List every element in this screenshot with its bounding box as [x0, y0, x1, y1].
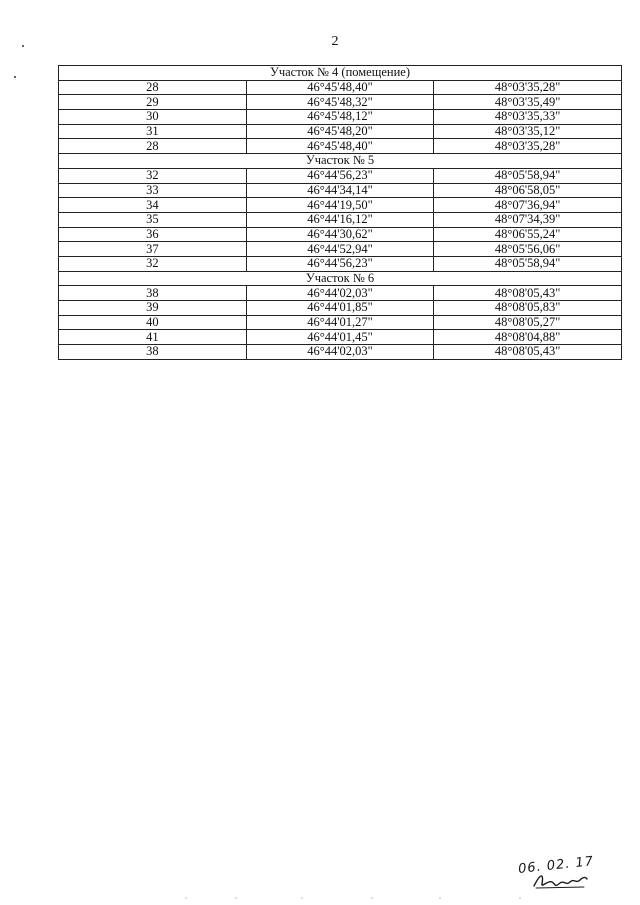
- point-number: 28: [59, 80, 247, 95]
- latitude-cell: 46°45'48,40": [246, 80, 434, 95]
- longitude-cell: 48°05'56,06": [434, 242, 622, 257]
- longitude-cell: 48°08'04,88": [434, 330, 622, 345]
- point-number: 30: [59, 110, 247, 125]
- longitude-cell: 48°03'35,28": [434, 139, 622, 154]
- table-row: [59, 124, 622, 139]
- point-number: 35: [59, 212, 247, 227]
- latitude-cell: 46°44'56,23": [246, 256, 434, 271]
- point-number: 40: [59, 315, 247, 330]
- longitude-cell: 48°05'58,94": [434, 256, 622, 271]
- table-row: [59, 110, 622, 125]
- table-row: [59, 212, 622, 227]
- latitude-cell: 46°44'01,27": [246, 315, 434, 330]
- point-number: 33: [59, 183, 247, 198]
- handwritten-signature: [530, 866, 590, 892]
- table-row: [59, 80, 622, 95]
- table-row: [59, 183, 622, 198]
- point-number: 39: [59, 301, 247, 316]
- table-row: [59, 315, 622, 330]
- latitude-cell: 46°44'16,12": [246, 212, 434, 227]
- section-header-row: [59, 66, 622, 81]
- latitude-cell: 46°44'30,62": [246, 227, 434, 242]
- signature-date: 06. 02. 17: [517, 854, 595, 877]
- point-number: 29: [59, 95, 247, 110]
- table-row: [59, 256, 622, 271]
- section-title: Участок № 6: [59, 271, 622, 286]
- table-row: [59, 227, 622, 242]
- latitude-cell: 46°45'48,20": [246, 124, 434, 139]
- table-row: [59, 95, 622, 110]
- longitude-cell: 48°07'36,94": [434, 198, 622, 213]
- latitude-cell: 46°45'48,12": [246, 110, 434, 125]
- latitude-cell: 46°44'02,03": [246, 286, 434, 301]
- latitude-cell: 46°44'19,50": [246, 198, 434, 213]
- table-row: [59, 345, 622, 360]
- section-header-row: [59, 154, 622, 169]
- table-row: [59, 139, 622, 154]
- margin-dot: [22, 45, 24, 47]
- point-number: 38: [59, 286, 247, 301]
- scan-noise: [0, 896, 640, 900]
- longitude-cell: 48°06'55,24": [434, 227, 622, 242]
- point-number: 38: [59, 345, 247, 360]
- point-number: 28: [59, 139, 247, 154]
- latitude-cell: 46°44'01,85": [246, 301, 434, 316]
- latitude-cell: 46°44'02,03": [246, 345, 434, 360]
- point-number: 34: [59, 198, 247, 213]
- table-row: [59, 168, 622, 183]
- longitude-cell: 48°07'34,39": [434, 212, 622, 227]
- table-row: [59, 198, 622, 213]
- table-row: [59, 301, 622, 316]
- coordinates-table-body: [59, 66, 622, 360]
- section-title: Участок № 5: [59, 154, 622, 169]
- point-number: 32: [59, 168, 247, 183]
- point-number: 36: [59, 227, 247, 242]
- margin-dot: [14, 76, 16, 78]
- point-number: 31: [59, 124, 247, 139]
- longitude-cell: 48°06'58,05": [434, 183, 622, 198]
- latitude-cell: 46°44'56,23": [246, 168, 434, 183]
- longitude-cell: 48°03'35,12": [434, 124, 622, 139]
- latitude-cell: 46°45'48,32": [246, 95, 434, 110]
- table-row: [59, 286, 622, 301]
- coordinates-table: [58, 65, 622, 360]
- longitude-cell: 48°05'58,94": [434, 168, 622, 183]
- section-header-row: [59, 271, 622, 286]
- longitude-cell: 48°08'05,43": [434, 345, 622, 360]
- longitude-cell: 48°03'35,28": [434, 80, 622, 95]
- latitude-cell: 46°44'34,14": [246, 183, 434, 198]
- latitude-cell: 46°45'48,40": [246, 139, 434, 154]
- point-number: 41: [59, 330, 247, 345]
- latitude-cell: 46°44'52,94": [246, 242, 434, 257]
- longitude-cell: 48°08'05,27": [434, 315, 622, 330]
- longitude-cell: 48°08'05,43": [434, 286, 622, 301]
- section-title: Участок № 4 (помещение): [59, 66, 622, 81]
- longitude-cell: 48°03'35,33": [434, 110, 622, 125]
- point-number: 37: [59, 242, 247, 257]
- table-row: [59, 330, 622, 345]
- latitude-cell: 46°44'01,45": [246, 330, 434, 345]
- longitude-cell: 48°08'05,83": [434, 301, 622, 316]
- table-row: [59, 242, 622, 257]
- page-number: 2: [331, 34, 339, 49]
- point-number: 32: [59, 256, 247, 271]
- longitude-cell: 48°03'35,49": [434, 95, 622, 110]
